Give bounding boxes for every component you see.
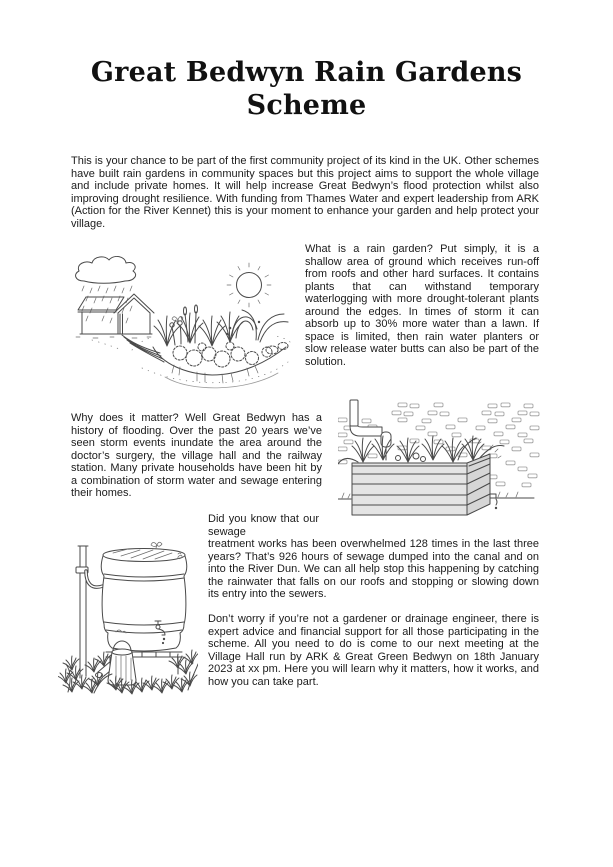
water-butt-illustration	[58, 540, 198, 698]
sun-icon	[227, 263, 271, 307]
intro-paragraph: This is your chance to be part of the first community project of its kind in the UK. Other schemes have built rain gardens in community spaces but this project aims to support the whole village and include private homes. It will help increase Great Bedwyn’s flood protection whilst also improving drought resilience. With funding from Thames Water and expert leadership from ARK (Action for the River Kennet) this is your moment to enhance your garden and help protect your village.	[71, 155, 539, 230]
why-does-it-matter-paragraph: Why does it matter? Well Great Bedwyn has a history of flooding. Over the past 20 years we’ve seen storm events inundate the area around the doctor’s surgery, the village hall and the railway station. Many private households have been hit by a combination of storm water and sewage entering their homes.	[71, 412, 322, 499]
dont-worry-paragraph: Don’t worry if you’re not a gardener or drainage engineer, there is expert advice and financial support for all those participating in the scheme. All you need to do is come to our next meeting at the Village Hall run by ARK & Great Green Bedwyn on 18th January 2023 at xx pm. Here you will learn why it matters, how it works, and how you can take part.	[208, 613, 539, 688]
downpipe-icon	[76, 546, 88, 678]
water-butt-barrel	[101, 549, 187, 652]
runoff-swale	[122, 335, 164, 362]
butterfly-icon	[151, 542, 162, 548]
rain-cloud-icon	[76, 256, 136, 283]
page-title	[0, 56, 613, 122]
did-you-know-paragraph: treatment works has been overwhelmed 128 times in the last three years? That’s 926 hours of sewage dumped into the canal and on into the River Dun. We can all help stop this happening by catching the rainwater that falls on our roofs and stopping or slowing down its entry into the sewers.	[208, 538, 539, 600]
rain-icon	[82, 286, 132, 323]
rain-garden-basin	[92, 305, 290, 388]
page-title-line-2: Scheme	[246, 90, 367, 121]
rain-garden-scene-illustration	[62, 250, 292, 398]
overflow-spout	[490, 494, 497, 509]
raised-planter-illustration	[338, 398, 543, 540]
page-title-line-1: Great Bedwyn Rain Gardens	[90, 57, 523, 88]
what-is-rain-garden-paragraph: What is a rain garden? Put simply, it is a shallow area of ground which receives run-off from roofs and other hard surfaces. It contains plants that can withstand temporary waterlogging with more drought-tolerant plants around the edges. In times of storm it can absorb up to 30% more water than a lawn. If space is limited, then rain water planters or slow release water butts can also be part of the solution.	[305, 243, 539, 368]
hose	[86, 571, 103, 587]
planter-box	[352, 454, 490, 515]
did-you-know-intro-lines: Did you know that our sewage	[208, 513, 319, 538]
